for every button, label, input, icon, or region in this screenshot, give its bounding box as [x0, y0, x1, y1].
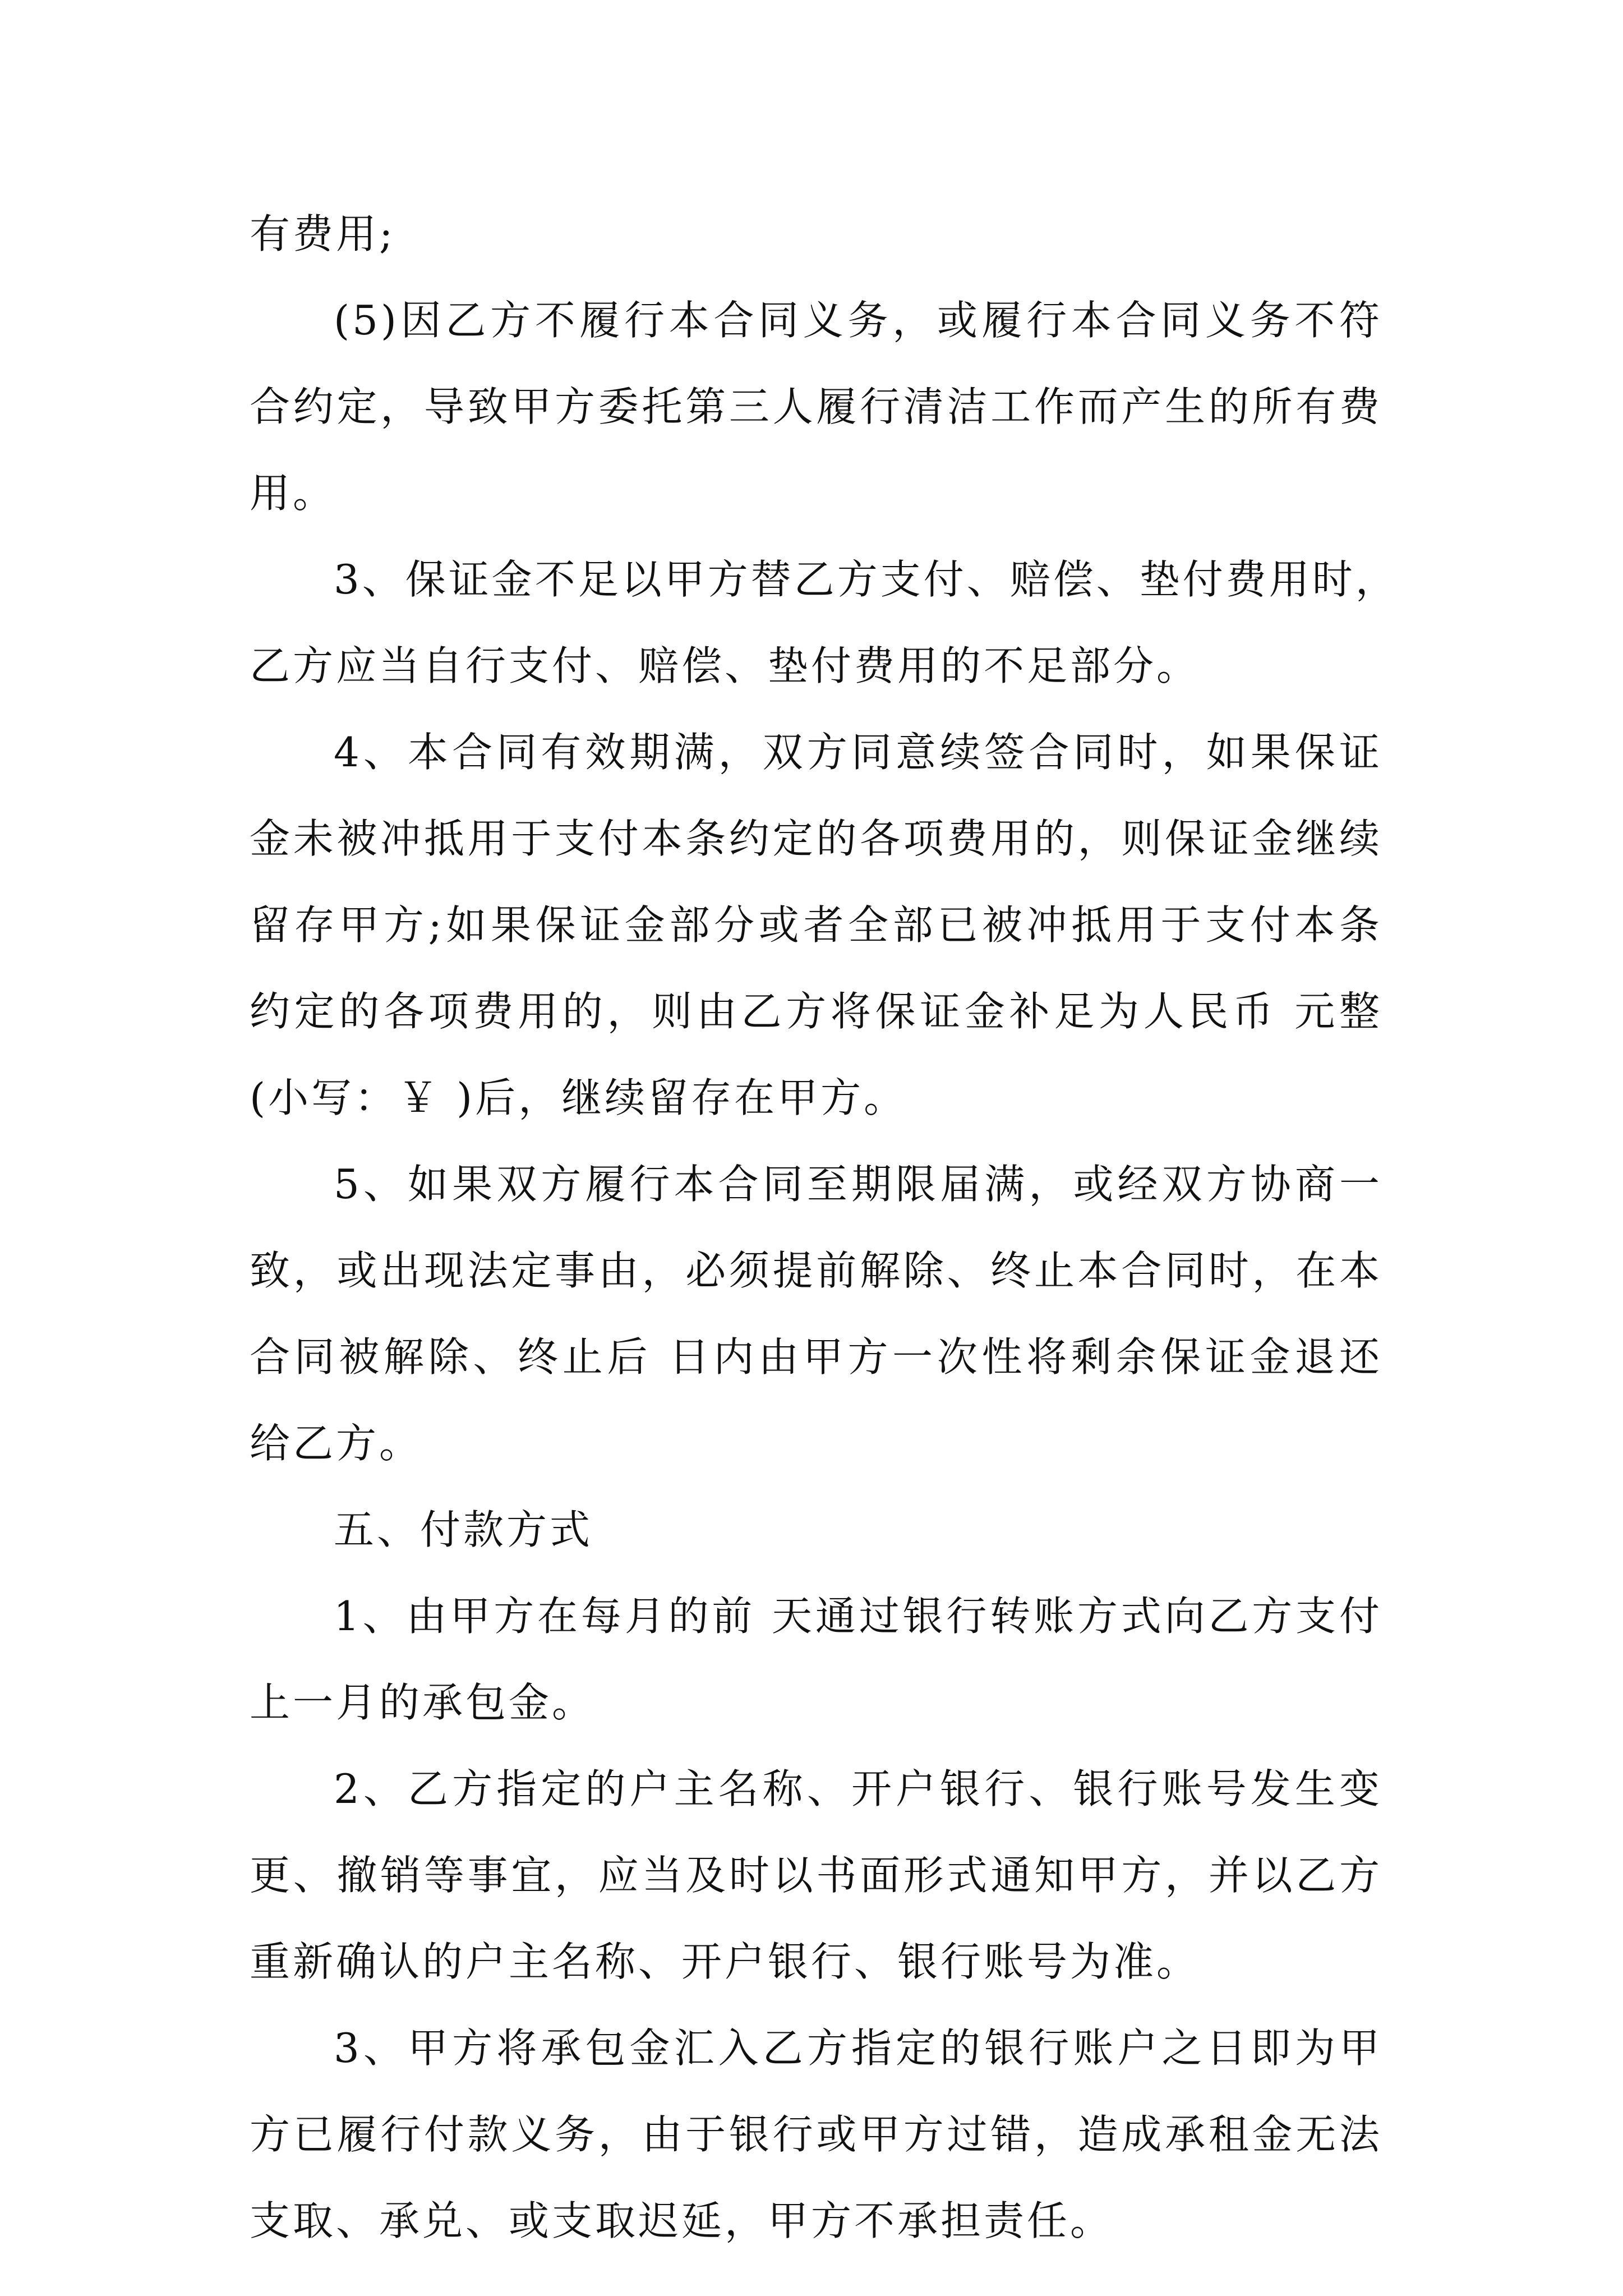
text-line: 用。 — [250, 470, 336, 517]
text-line: 更、撤销等事宜，应当及时以书面形式通知甲方，并以乙方 — [250, 1852, 1382, 1899]
text-line: 支取、承兑、或支取迟延，甲方不承担责任。 — [250, 2197, 1114, 2244]
text-line: 3、甲方将承包金汇入乙方指定的银行账户之日即为甲 — [334, 2024, 1382, 2072]
text-line: 重新确认的户主名称、开户银行、银行账号为准。 — [250, 1938, 1200, 1985]
text-line: 有费用; — [250, 210, 396, 257]
text-line: 2、乙方指定的户主名称、开户银行、银行账号发生变 — [334, 1765, 1382, 1812]
text-line: 金未被冲抵用于支付本条约定的各项费用的，则保证金继续 — [250, 815, 1382, 862]
text-line: 4、本合同有效期满，双方同意续签合同时，如果保证 — [334, 729, 1382, 776]
text-line: 给乙方。 — [250, 1420, 423, 1467]
text-line: (小写：￥ )后，继续留存在甲方。 — [250, 1074, 907, 1121]
text-line: 3、保证金不足以甲方替乙方支付、赔偿、垫付费用时， — [334, 556, 1399, 603]
text-line: 5、如果双方履行本合同至期限届满，或经双方协商一 — [334, 1161, 1382, 1208]
text-line: 方已履行付款义务，由于银行或甲方过错，造成承租金无法 — [250, 2111, 1382, 2158]
section-heading: 五、付款方式 — [334, 1506, 593, 1553]
text-line: 致，或出现法定事由，必须提前解除、终止本合同时，在本 — [250, 1247, 1382, 1294]
text-line: 合约定，导致甲方委托第三人履行清洁工作而产生的所有费 — [250, 383, 1382, 430]
document-body — [250, 191, 1399, 2264]
text-line: 1、由甲方在每月的前 天通过银行转账方式向乙方支付 — [334, 1593, 1382, 1640]
text-line: 乙方应当自行支付、赔偿、垫付费用的不足部分。 — [250, 642, 1200, 689]
text-line: 留存甲方;如果保证金部分或者全部已被冲抵用于支付本条 — [250, 901, 1382, 949]
text-line: 约定的各项费用的，则由乙方将保证金补足为人民币 元整 — [250, 988, 1382, 1035]
text-line: (5)因乙方不履行本合同义务，或履行本合同义务不符 — [334, 297, 1382, 344]
text-line: 上一月的承包金。 — [250, 1679, 596, 1726]
text-line: 合同被解除、终止后 日内由甲方一次性将剩余保证金退还 — [250, 1333, 1382, 1381]
